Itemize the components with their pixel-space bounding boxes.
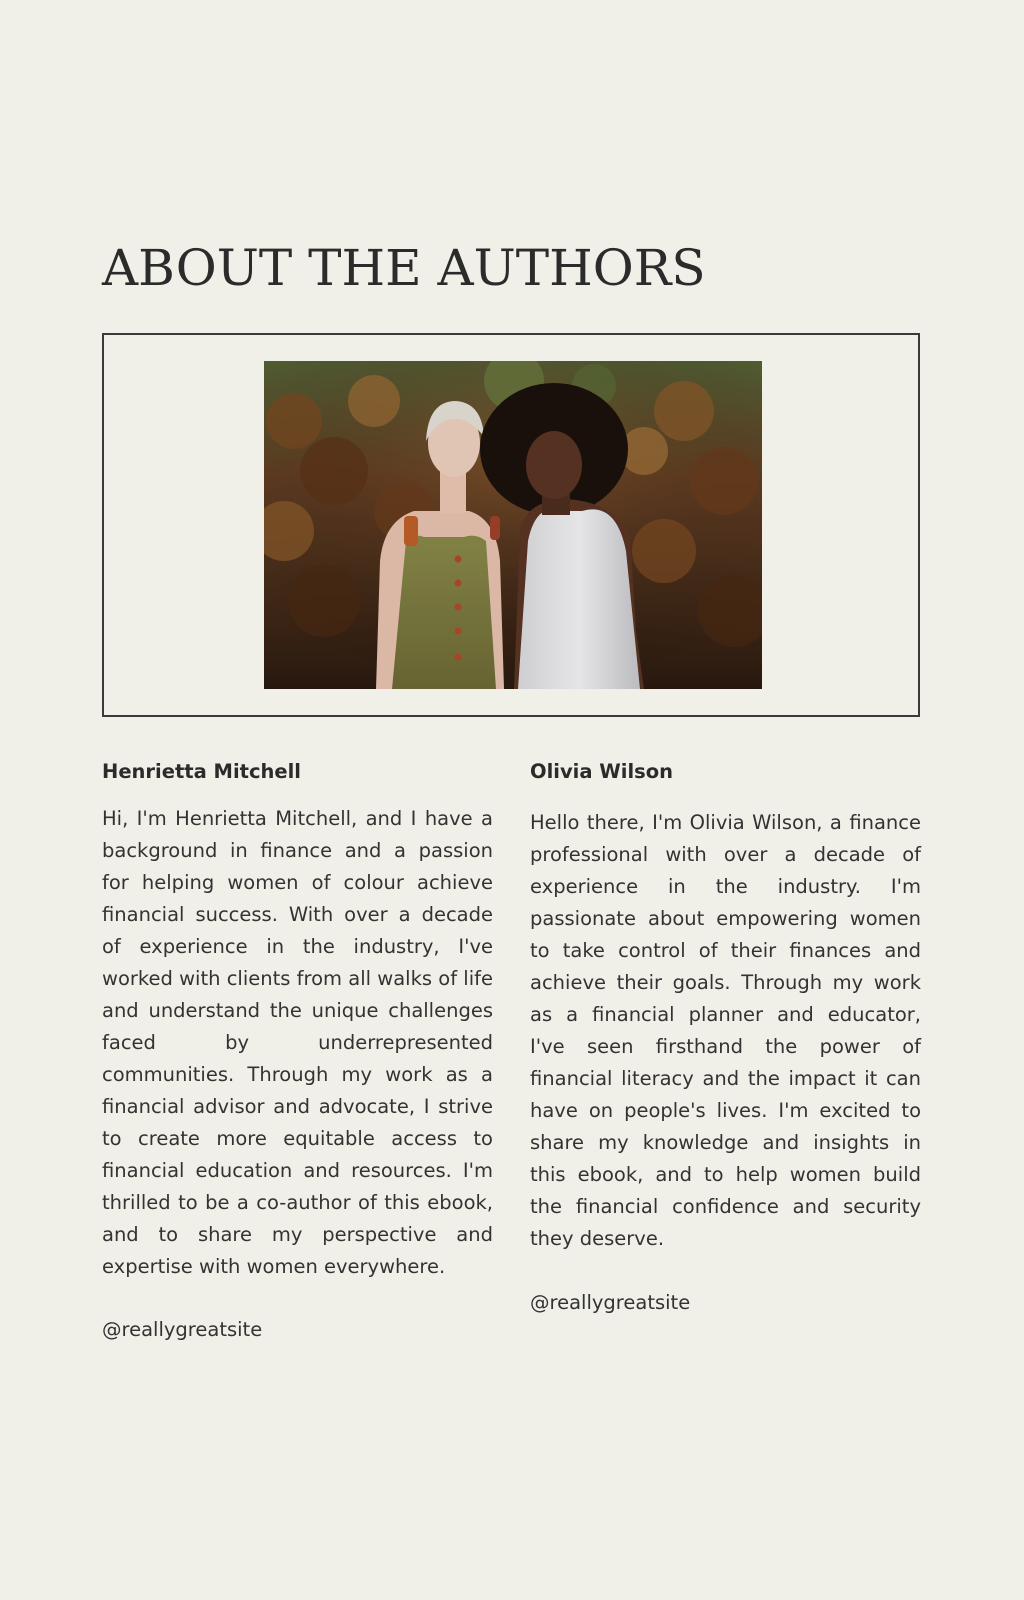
author-name: Henrietta Mitchell bbox=[102, 760, 301, 783]
photo-frame bbox=[102, 333, 920, 717]
author-handle: @reallygreatsite bbox=[102, 1318, 263, 1341]
page-title: ABOUT THE AUTHORS bbox=[102, 239, 706, 297]
author-bio: Hi, I'm Henrietta Mitchell, and I have a background in finance and a passion for helping women of colour achieve financial success. With over a decade of experience in the industry, I've worked with clients from all walks of life and understand the unique challenges faced by underrepresented communities. Through my work as a financial advisor and advocate, I strive to create more equitable access to financial education and resources. I'm thrilled to be a co-author of this ebook, and to share my perspective and expertise with women everywhere. bbox=[102, 807, 493, 1278]
author-handle: @reallygreatsite bbox=[530, 1291, 691, 1314]
author-name: Olivia Wilson bbox=[530, 760, 674, 783]
authors-photo bbox=[264, 361, 762, 689]
author-olivia bbox=[530, 755, 921, 1319]
author-bio: Hello there, I'm Olivia Wilson, a finance professional with over a decade of experience in the industry. I'm passionate about empowering women to take control of their finances and achieve their goals. Through my work as a financial planner and educator, I've seen firsthand the power of financial literacy and the impact it can have on people's lives. I'm excited to share my knowledge and insights in this ebook, and to help women build the financial confidence and security they deserve. bbox=[530, 811, 921, 1250]
author-henrietta bbox=[102, 755, 493, 1346]
